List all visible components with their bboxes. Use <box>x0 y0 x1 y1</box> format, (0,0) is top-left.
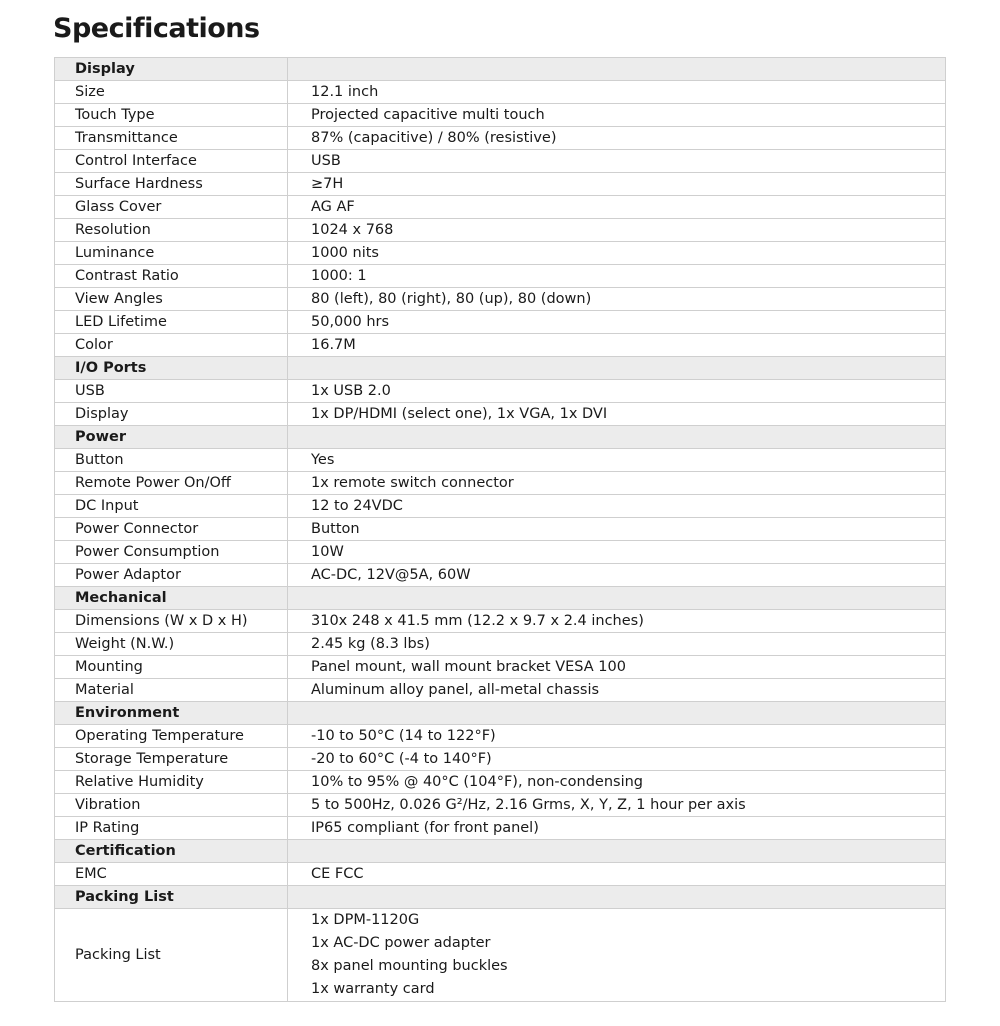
spec-value: 1x DP/HDMI (select one), 1x VGA, 1x DVI <box>288 403 946 426</box>
spec-row-power-adaptor <box>55 564 946 587</box>
spec-value: 10W <box>288 541 946 564</box>
spec-label: IP Rating <box>55 817 288 840</box>
spec-label: Power Consumption <box>55 541 288 564</box>
section-header-certification <box>55 840 946 863</box>
spec-label: Button <box>55 449 288 472</box>
spec-row-operating-temperature <box>55 725 946 748</box>
spec-value: 1000: 1 <box>288 265 946 288</box>
spec-row-packing-list <box>55 909 946 1002</box>
specifications-table-body <box>55 58 946 1002</box>
spec-row-dc-input <box>55 495 946 518</box>
spec-value: AG AF <box>288 196 946 219</box>
spec-row-power-consumption <box>55 541 946 564</box>
spec-value: Yes <box>288 449 946 472</box>
spec-value: Aluminum alloy panel, all-metal chassis <box>288 679 946 702</box>
spec-row-remote-power-on-off <box>55 472 946 495</box>
spec-value: Projected capacitive multi touch <box>288 104 946 127</box>
spec-value: 12.1 inch <box>288 81 946 104</box>
spec-label: Operating Temperature <box>55 725 288 748</box>
spec-row-size <box>55 81 946 104</box>
spec-value: 1x USB 2.0 <box>288 380 946 403</box>
spec-value: Panel mount, wall mount bracket VESA 100 <box>288 656 946 679</box>
section-header-blank <box>288 58 946 81</box>
spec-row-color <box>55 334 946 357</box>
spec-row-display <box>55 403 946 426</box>
spec-value: 16.7M <box>288 334 946 357</box>
section-header-i-o-ports <box>55 357 946 380</box>
spec-value: ≥7H <box>288 173 946 196</box>
spec-value: -10 to 50°C (14 to 122°F) <box>288 725 946 748</box>
spec-label: Relative Humidity <box>55 771 288 794</box>
spec-value: 10% to 95% @ 40°C (104°F), non-condensing <box>288 771 946 794</box>
spec-row-power-connector <box>55 518 946 541</box>
section-title: Display <box>55 58 288 81</box>
section-header-blank <box>288 587 946 610</box>
spec-value: 5 to 500Hz, 0.026 G²/Hz, 2.16 Grms, X, Y, Z, 1 hour per axis <box>288 794 946 817</box>
section-title: Mechanical <box>55 587 288 610</box>
spec-row-storage-temperature <box>55 748 946 771</box>
section-header-blank <box>288 886 946 909</box>
spec-label: Power Connector <box>55 518 288 541</box>
spec-row-usb <box>55 380 946 403</box>
spec-label: Dimensions (W x D x H) <box>55 610 288 633</box>
spec-row-relative-humidity <box>55 771 946 794</box>
spec-row-transmittance <box>55 127 946 150</box>
spec-row-glass-cover <box>55 196 946 219</box>
section-header-environment <box>55 702 946 725</box>
spec-row-mounting <box>55 656 946 679</box>
spec-value: AC-DC, 12V@5A, 60W <box>288 564 946 587</box>
spec-value: 87% (capacitive) / 80% (resistive) <box>288 127 946 150</box>
spec-value: 1x remote switch connector <box>288 472 946 495</box>
spec-label: Power Adaptor <box>55 564 288 587</box>
spec-row-led-lifetime <box>55 311 946 334</box>
packing-list-items <box>288 909 946 1002</box>
packing-list-item: 8x panel mounting buckles <box>311 958 508 974</box>
spec-label: Material <box>55 679 288 702</box>
spec-label: Display <box>55 403 288 426</box>
spec-label: Storage Temperature <box>55 748 288 771</box>
spec-label: DC Input <box>55 495 288 518</box>
section-title: Power <box>55 426 288 449</box>
spec-row-emc <box>55 863 946 886</box>
section-header-blank <box>288 426 946 449</box>
spec-value: USB <box>288 150 946 173</box>
spec-label: Weight (N.W.) <box>55 633 288 656</box>
spec-label: Glass Cover <box>55 196 288 219</box>
spec-value: 50,000 hrs <box>288 311 946 334</box>
packing-list-item: 1x AC-DC power adapter <box>311 935 491 951</box>
spec-value: 2.45 kg (8.3 lbs) <box>288 633 946 656</box>
spec-value: IP65 compliant (for front panel) <box>288 817 946 840</box>
spec-label: Mounting <box>55 656 288 679</box>
section-header-display <box>55 58 946 81</box>
spec-row-button <box>55 449 946 472</box>
section-header-blank <box>288 702 946 725</box>
packing-list-item: 1x DPM-1120G <box>311 912 420 928</box>
section-title: Certification <box>55 840 288 863</box>
spec-label: Luminance <box>55 242 288 265</box>
spec-label: Resolution <box>55 219 288 242</box>
spec-row-surface-hardness <box>55 173 946 196</box>
spec-label: USB <box>55 380 288 403</box>
spec-row-vibration <box>55 794 946 817</box>
spec-value: 80 (left), 80 (right), 80 (up), 80 (down) <box>288 288 946 311</box>
spec-value: 1000 nits <box>288 242 946 265</box>
spec-value: CE FCC <box>288 863 946 886</box>
section-header-power <box>55 426 946 449</box>
section-header-blank <box>288 840 946 863</box>
spec-value: 310x 248 x 41.5 mm (12.2 x 9.7 x 2.4 inches) <box>288 610 946 633</box>
section-title: I/O Ports <box>55 357 288 380</box>
spec-value: 1024 x 768 <box>288 219 946 242</box>
spec-label: Vibration <box>55 794 288 817</box>
spec-row-weight-n-w <box>55 633 946 656</box>
spec-row-view-angles <box>55 288 946 311</box>
spec-row-luminance <box>55 242 946 265</box>
section-header-packing-list <box>55 886 946 909</box>
packing-list-item: 1x warranty card <box>311 981 435 997</box>
spec-label: View Angles <box>55 288 288 311</box>
section-title: Packing List <box>55 886 288 909</box>
spec-row-resolution <box>55 219 946 242</box>
spec-label: Contrast Ratio <box>55 265 288 288</box>
spec-row-contrast-ratio <box>55 265 946 288</box>
spec-label: EMC <box>55 863 288 886</box>
spec-label: Packing List <box>55 909 288 1002</box>
section-header-mechanical <box>55 587 946 610</box>
section-title: Environment <box>55 702 288 725</box>
spec-value: -20 to 60°C (-4 to 140°F) <box>288 748 946 771</box>
spec-row-material <box>55 679 946 702</box>
spec-label: Transmittance <box>55 127 288 150</box>
spec-label: Size <box>55 81 288 104</box>
spec-value: 12 to 24VDC <box>288 495 946 518</box>
spec-label: Remote Power On/Off <box>55 472 288 495</box>
section-header-blank <box>288 357 946 380</box>
spec-row-ip-rating <box>55 817 946 840</box>
spec-value: Button <box>288 518 946 541</box>
spec-label: Touch Type <box>55 104 288 127</box>
spec-label: Control Interface <box>55 150 288 173</box>
spec-row-control-interface <box>55 150 946 173</box>
spec-row-dimensions-w-x-d-x-h <box>55 610 946 633</box>
spec-row-touch-type <box>55 104 946 127</box>
page-title: Specifications <box>53 13 260 44</box>
spec-label: Surface Hardness <box>55 173 288 196</box>
specifications-table <box>54 57 946 1002</box>
spec-label: LED Lifetime <box>55 311 288 334</box>
spec-label: Color <box>55 334 288 357</box>
